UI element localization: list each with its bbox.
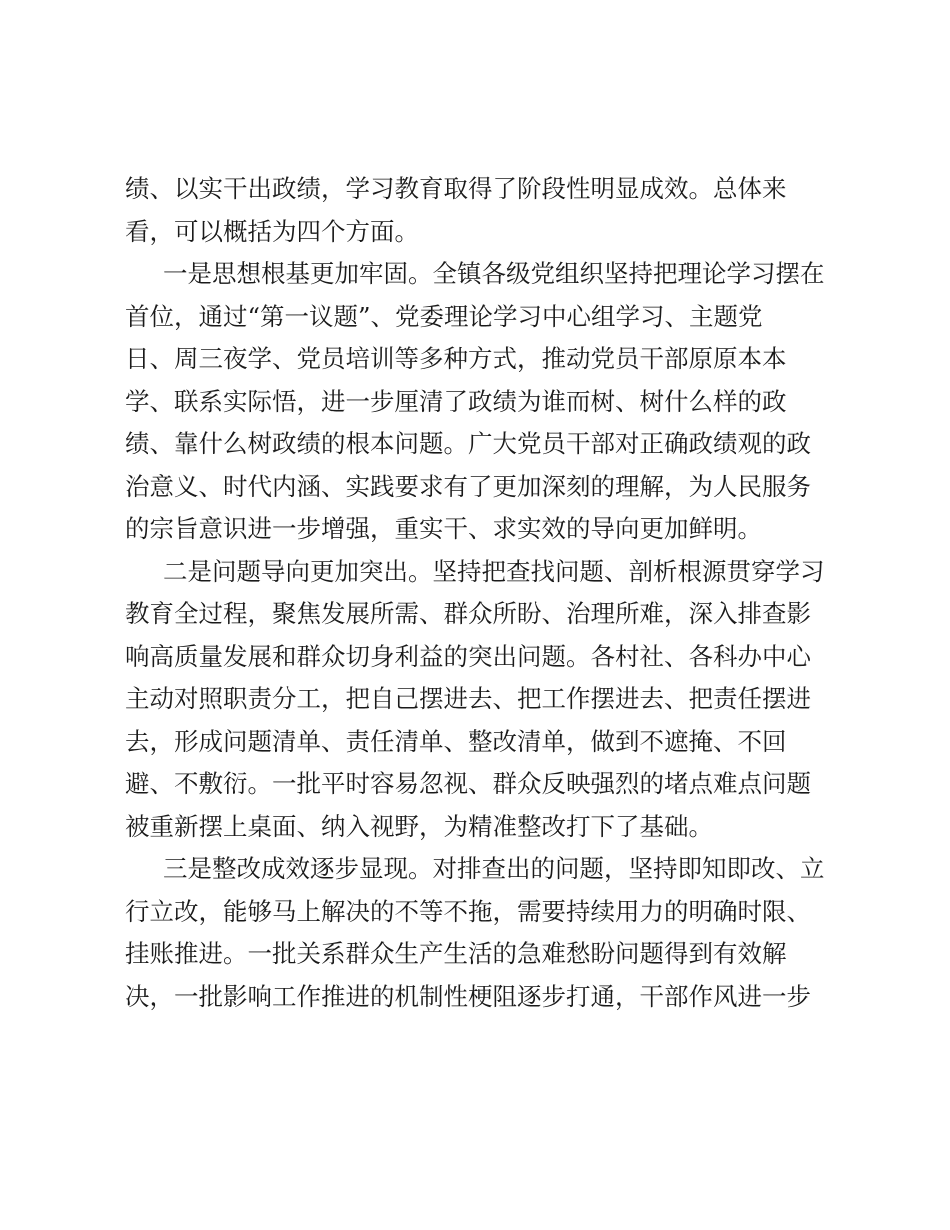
text-line: 的宗旨意识进一步增强，重实干、求实效的导向更加鲜明。 xyxy=(125,514,762,543)
text-line: 绩、以实干出政绩，学习教育取得了阶段性明显成效。总体来 xyxy=(125,174,787,203)
text-line: 行立改，能够马上解决的不等不拖，需要持续用力的明确时限、 xyxy=(125,896,811,926)
text-line: 去，形成问题清单、责任清单、整改清单，做到不遮掩、不回 xyxy=(125,726,787,756)
paragraph-first-line: 三是整改成效逐步显现。对排查出的问题，坚持即知即改、立 xyxy=(163,854,825,883)
text-line: 被重新摆上桌面、纳入视野，为精准整改打下了基础。 xyxy=(125,811,713,841)
text-line: 学、联系实际悟，进一步厘清了政绩为谁而树、树什么样的政 xyxy=(125,386,787,416)
text-line: 响高质量发展和群众切身利益的突出问题。各村社、各科办中心 xyxy=(125,641,811,671)
text-line: 主动对照职责分工，把自己摆进去、把工作摆进去、把责任摆进 xyxy=(125,684,811,713)
body-text xyxy=(125,168,835,1018)
text-line: 日、周三夜学、党员培训等多种方式，推动党员干部原原本本 xyxy=(125,344,787,373)
text-line: 绩、靠什么树政绩的根本问题。广大党员干部对正确政绩观的政 xyxy=(125,429,811,458)
text-line: 避、不敷衍。一批平时容易忽视、群众反映强烈的堵点难点问题 xyxy=(125,769,811,798)
text-line: 看，可以概括为四个方面。 xyxy=(125,216,419,246)
text-line: 决，一批影响工作推进的机制性梗阻逐步打通，干部作风进一步 xyxy=(125,981,811,1011)
text-line: 挂账推进。一批关系群众生产生活的急难愁盼问题得到有效解 xyxy=(125,939,787,968)
paragraph-first-line: 二是问题导向更加突出。坚持把查找问题、剖析根源贯穿学习 xyxy=(163,556,825,586)
text-line: 治意义、时代内涵、实践要求有了更加深刻的理解，为人民服务 xyxy=(125,471,811,501)
text-line: 首位，通过“第一议题”、党委理论学习中心组学习、主题党 xyxy=(125,301,763,331)
text-line: 教育全过程，聚焦发展所需、群众所盼、治理所难，深入排查影 xyxy=(125,599,811,628)
paragraph-first-line: 一是思想根基更加牢固。全镇各级党组织坚持把理论学习摆在 xyxy=(163,259,825,288)
